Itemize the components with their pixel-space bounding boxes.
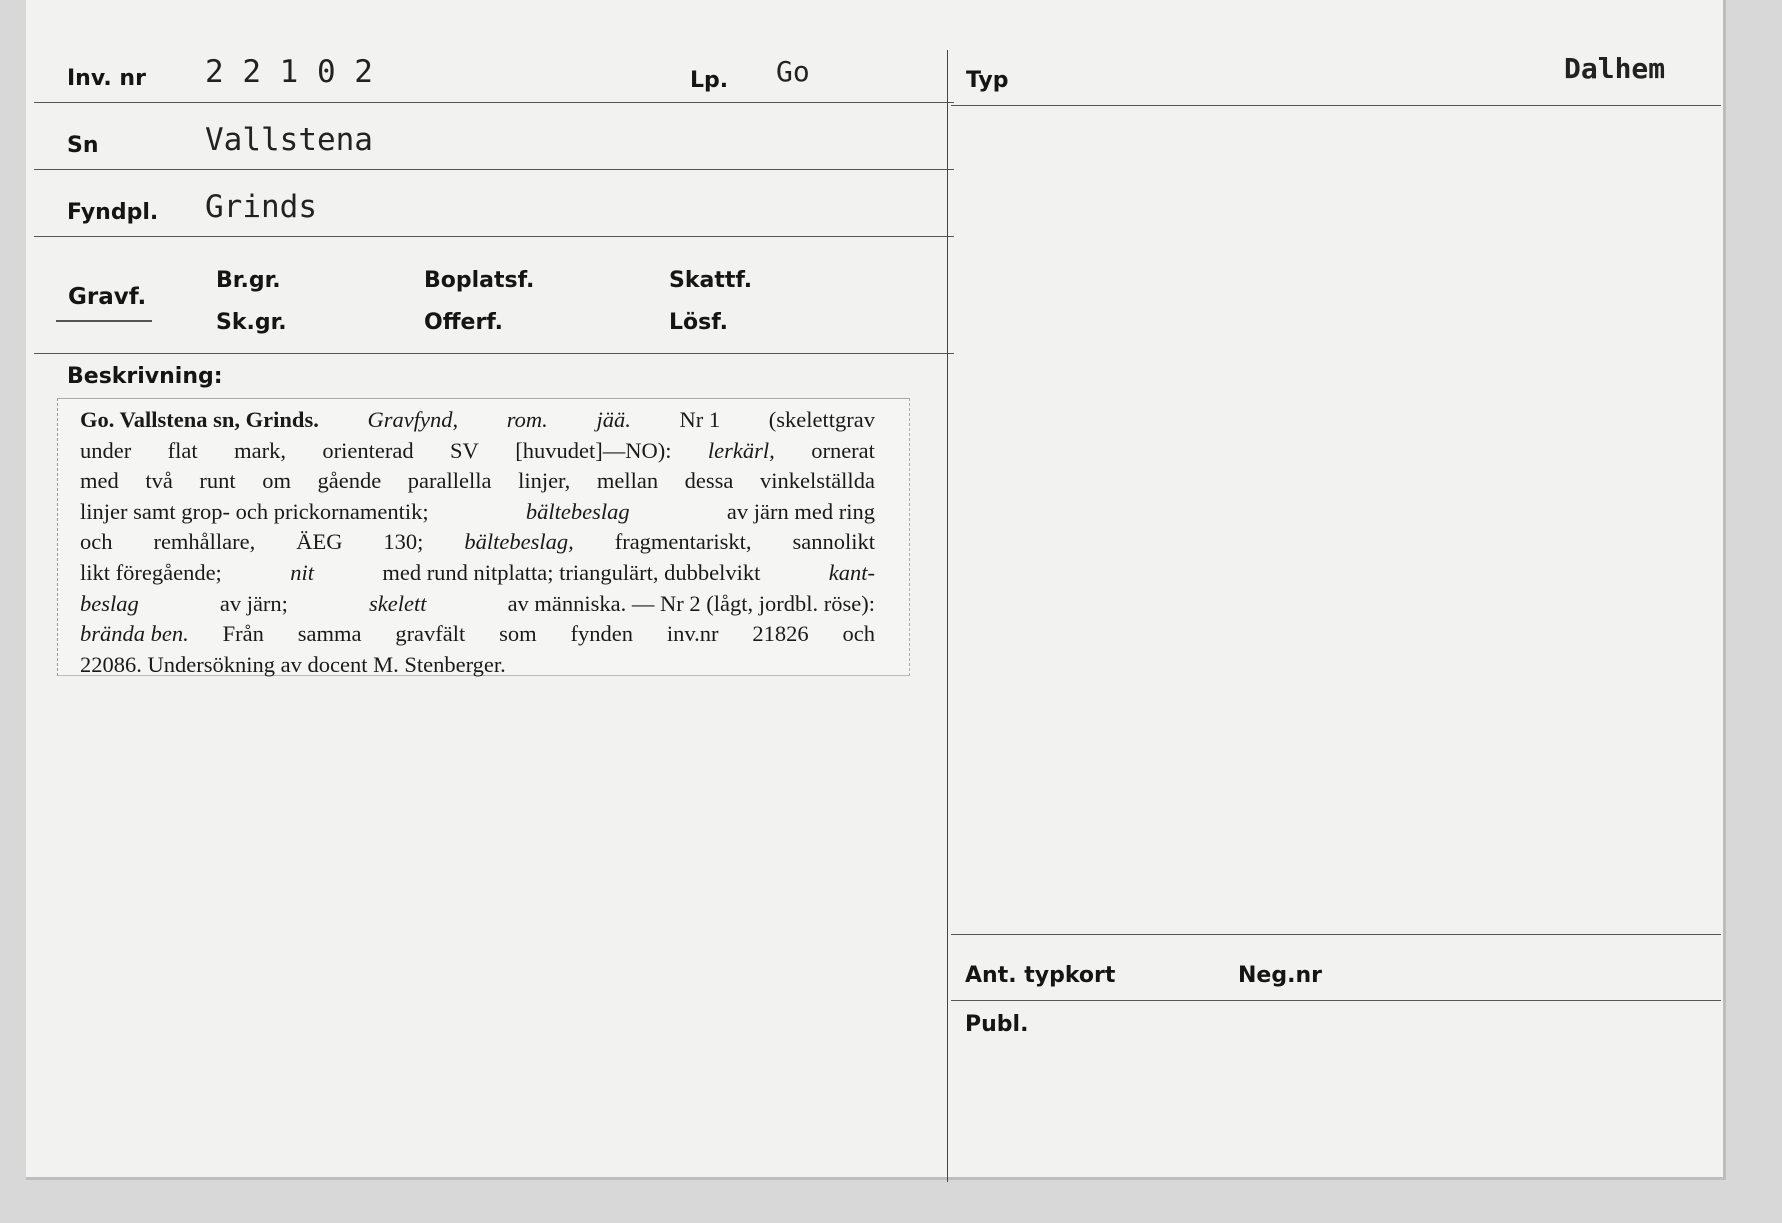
description-text: beslag [80,590,139,616]
offerf-label: Offerf. [424,310,504,335]
description-text: bältebeslag [525,498,630,524]
divider-typ [951,105,1721,106]
inv-nr-value: 2 2 1 0 2 [205,54,373,90]
description-text: av järn med ring [726,498,875,524]
description-text: mellan [596,468,659,494]
description-text: rom. [506,407,548,432]
description-text: dessa [684,468,734,494]
description-text: likt föregående; [80,559,222,585]
description-slip [57,398,910,676]
publ-label: Publ. [965,1012,1029,1037]
inv-nr-label: Inv. nr [67,66,146,91]
description-text: vinkelställda [759,468,875,494]
divider-header [34,102,954,103]
description-text: jää. [596,407,631,432]
description-text: om [262,468,291,494]
divider-findtype [34,353,954,354]
description-line [80,497,875,528]
divider-publ-top [951,1000,1721,1001]
description-text: runt [199,468,236,494]
lp-value: Go [776,55,810,88]
gravf-label: Gravf. [68,284,147,310]
description-text: gående [317,468,382,494]
description-text: linjer samt grop- och prickornamentik; [80,498,429,524]
lp-label: Lp. [690,68,729,93]
divider-fyndpl [34,236,954,237]
beskrivning-label: Beskrivning: [67,364,223,389]
description-text: och [80,529,113,555]
description-line [80,558,875,589]
description-text: orienterad [322,437,414,463]
center-divider [947,50,948,1182]
description-text: inv.nr [666,621,719,647]
description-text: Gravfynd, [367,407,459,432]
description-text: fynden [570,621,633,647]
description-text: linjer, [518,468,571,494]
description-line [80,466,875,497]
description-text: 130; [383,529,424,555]
description-text: av järn; [219,590,288,616]
description-text: bältebeslag, [464,529,574,555]
typ-value: Dalhem [1564,52,1666,85]
skgr-label: Sk.gr. [216,310,287,335]
description-text: ÄEG [296,529,343,555]
description-text: mark, [234,437,286,463]
divider-ant-typkort-top [951,934,1721,935]
description-text: 22086. Undersökning av docent M. Stenberger. [80,651,506,677]
typ-label: Typ [966,68,1009,93]
description-text: gravfält [395,621,466,647]
catalog-card [26,0,1726,1180]
description-text: som [499,621,537,647]
description-text: ornerat [811,437,875,463]
description-text: SV [450,437,479,463]
description-text: 21826 [752,621,809,647]
description-line [80,619,875,650]
description-text: (skelettgrav [768,407,875,432]
description-text: av människa. — Nr 2 (lågt, jordbl. röse): [507,590,875,616]
description-text: Go. Vallstena sn, Grinds. [80,407,319,432]
description-line [80,589,875,620]
description-text: [huvudet]—NO): [515,437,672,463]
description-text: med rund nitplatta; triangulärt, dubbelvikt [382,559,761,585]
boplatsf-label: Boplatsf. [424,268,535,293]
description-text: under [80,437,132,463]
description-text: parallella [407,468,492,494]
skattf-label: Skattf. [669,268,753,293]
sn-label: Sn [67,133,99,158]
description-line [80,436,875,467]
description-text: nit [290,559,314,585]
description-line [80,650,875,681]
losf-label: Lösf. [669,310,728,335]
description-text: sannolikt [792,529,875,555]
description-text: Nr 1 [679,407,721,432]
description-text: flat [167,437,198,463]
description-text: och [842,621,875,647]
description-text: Från [222,621,264,647]
description-text: kant- [828,559,875,585]
description-text: brända ben. [80,621,189,647]
description-text: fragmentariskt, [614,529,752,555]
negnr-label: Neg.nr [1238,963,1322,988]
description-text: två [145,468,173,494]
gravf-underline [56,320,152,322]
description-line [80,405,875,436]
description-text: skelett [369,590,427,616]
brgr-label: Br.gr. [216,268,281,293]
description-line [80,527,875,558]
fyndpl-value: Grinds [205,189,317,225]
description-text: med [80,468,119,494]
description-text: remhållare, [153,529,256,555]
description-text: samma [297,621,362,647]
ant-typkort-label: Ant. typkort [965,963,1116,988]
sn-value: Vallstena [205,122,373,158]
description-text: lerkärl, [707,437,775,463]
fyndpl-label: Fyndpl. [67,200,159,225]
divider-sn [34,169,954,170]
